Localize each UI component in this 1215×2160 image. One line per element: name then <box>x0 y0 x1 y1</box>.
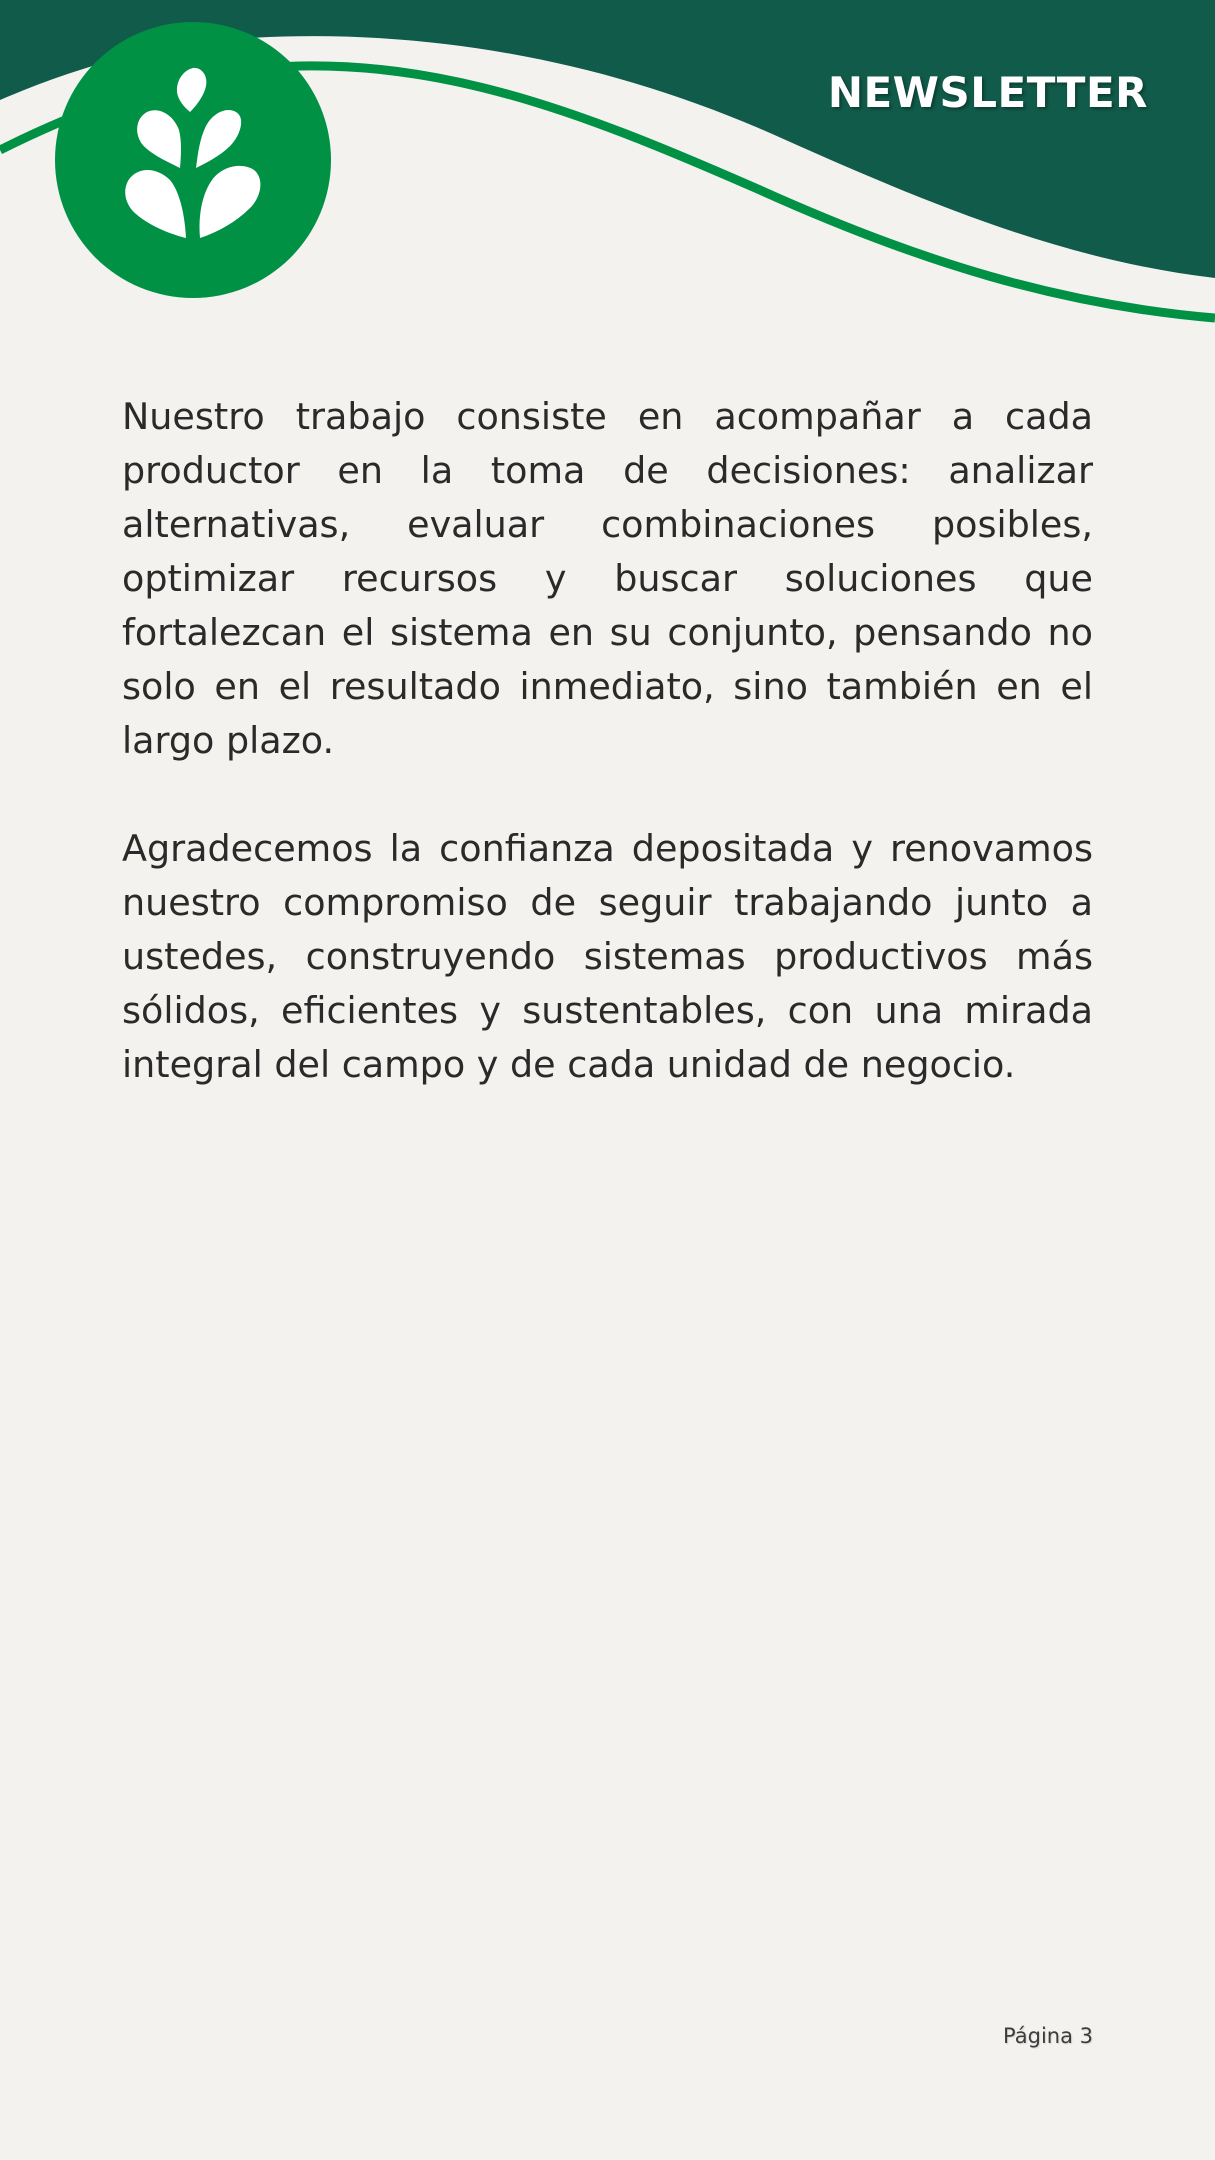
paragraph: Nuestro trabajo consiste en acompañar a cada productor en la toma de decisiones: analizar alternativas, evaluar combinaciones posibles, optimizar recursos y buscar soluciones que fortalezcan el sistema en su conjunto, pensando no solo en el resultado inmediato, sino también en el largo plazo. <box>122 395 1093 762</box>
logo-circle <box>55 22 331 298</box>
header-wave-banner <box>0 0 1215 340</box>
newsletter-title: NEWSLETTER <box>827 68 1148 117</box>
body-content <box>122 390 1093 1146</box>
page-number: Página 3 <box>1003 2024 1093 2048</box>
paragraph: Agradecemos la confianza depositada y renovamos nuestro compromiso de seguir trabajando junto a ustedes, construyendo sistemas productivos más sólidos, eficientes y sustentables, con una mirada integral del campo y de cada unidad de negocio. <box>122 827 1093 1086</box>
logo <box>55 22 331 298</box>
